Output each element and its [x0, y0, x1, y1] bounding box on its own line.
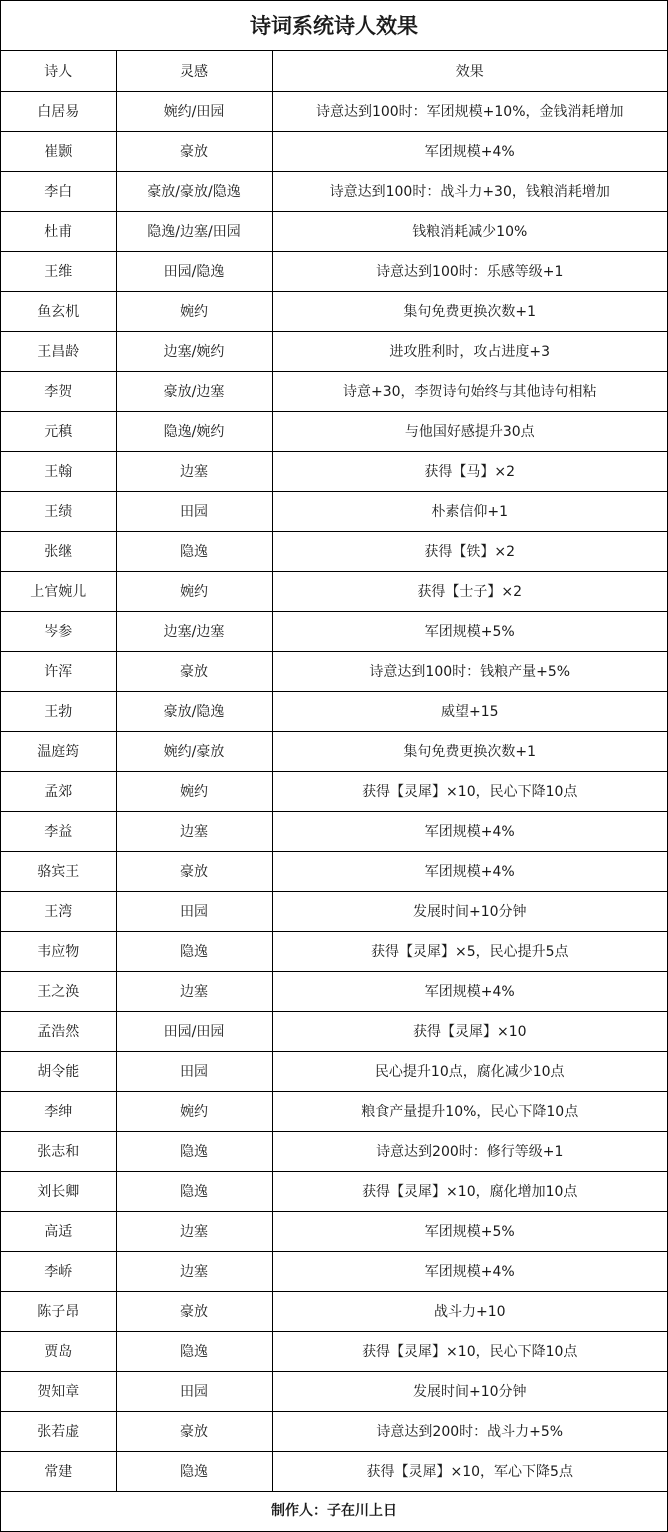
cell-poet: 李绅	[1, 1091, 116, 1131]
cell-poet: 温庭筠	[1, 731, 116, 771]
cell-effect: 粮食产量提升10%，民心下降10点	[272, 1091, 667, 1131]
cell-effect: 军团规模+5%	[272, 611, 667, 651]
cell-effect: 威望+15	[272, 691, 667, 731]
cell-inspiration: 边塞/婉约	[116, 331, 272, 371]
table-row	[1, 1051, 667, 1091]
column-header-poet: 诗人	[1, 51, 116, 91]
cell-effect: 进攻胜利时，攻占进度+3	[272, 331, 667, 371]
cell-poet: 李峤	[1, 1251, 116, 1291]
cell-poet: 常建	[1, 1451, 116, 1491]
cell-inspiration: 豪放/边塞	[116, 371, 272, 411]
cell-effect: 军团规模+4%	[272, 1251, 667, 1291]
cell-inspiration: 田园/隐逸	[116, 251, 272, 291]
column-header-effect: 效果	[272, 51, 667, 91]
cell-inspiration: 隐逸	[116, 1131, 272, 1171]
cell-poet: 许浑	[1, 651, 116, 691]
cell-inspiration: 田园/田园	[116, 1011, 272, 1051]
table-row	[1, 1291, 667, 1331]
cell-effect: 军团规模+4%	[272, 971, 667, 1011]
table-row	[1, 1331, 667, 1371]
table-row	[1, 891, 667, 931]
cell-inspiration: 豪放	[116, 851, 272, 891]
cell-poet: 贾岛	[1, 1331, 116, 1371]
cell-poet: 白居易	[1, 91, 116, 131]
cell-inspiration: 田园	[116, 491, 272, 531]
cell-effect: 与他国好感提升30点	[272, 411, 667, 451]
cell-inspiration: 隐逸	[116, 1171, 272, 1211]
table-row	[1, 1411, 667, 1451]
poet-effects-table	[1, 51, 667, 1492]
cell-inspiration: 边塞	[116, 451, 272, 491]
cell-poet: 元稹	[1, 411, 116, 451]
cell-poet: 骆宾王	[1, 851, 116, 891]
cell-effect: 获得【铁】×2	[272, 531, 667, 571]
cell-effect: 集句免费更换次数+1	[272, 291, 667, 331]
cell-inspiration: 婉约	[116, 571, 272, 611]
table-row	[1, 1011, 667, 1051]
cell-poet: 岑参	[1, 611, 116, 651]
cell-inspiration: 豪放	[116, 131, 272, 171]
cell-inspiration: 豪放/隐逸	[116, 691, 272, 731]
cell-poet: 刘长卿	[1, 1171, 116, 1211]
table-row	[1, 1371, 667, 1411]
cell-poet: 贺知章	[1, 1371, 116, 1411]
cell-inspiration: 边塞	[116, 1251, 272, 1291]
cell-effect: 获得【灵犀】×5，民心提升5点	[272, 931, 667, 971]
cell-poet: 王湾	[1, 891, 116, 931]
cell-poet: 李益	[1, 811, 116, 851]
cell-poet: 王维	[1, 251, 116, 291]
cell-poet: 王翰	[1, 451, 116, 491]
cell-effect: 发展时间+10分钟	[272, 891, 667, 931]
cell-poet: 孟郊	[1, 771, 116, 811]
table-row	[1, 91, 667, 131]
table-row	[1, 251, 667, 291]
cell-inspiration: 豪放	[116, 1291, 272, 1331]
table-row	[1, 1131, 667, 1171]
cell-poet: 韦应物	[1, 931, 116, 971]
cell-poet: 王昌龄	[1, 331, 116, 371]
table-row	[1, 171, 667, 211]
table-row	[1, 1091, 667, 1131]
table-row	[1, 291, 667, 331]
cell-poet: 陈子昂	[1, 1291, 116, 1331]
cell-effect: 获得【灵犀】×10，民心下降10点	[272, 1331, 667, 1371]
cell-inspiration: 边塞	[116, 1211, 272, 1251]
cell-inspiration: 隐逸	[116, 1451, 272, 1491]
cell-poet: 王绩	[1, 491, 116, 531]
cell-effect: 诗意达到100时：军团规模+10%，金钱消耗增加	[272, 91, 667, 131]
table-row	[1, 411, 667, 451]
cell-inspiration: 豪放	[116, 651, 272, 691]
page-title: 诗词系统诗人效果	[1, 1, 667, 51]
cell-inspiration: 田园	[116, 1051, 272, 1091]
cell-inspiration: 豪放	[116, 1411, 272, 1451]
table-row	[1, 1451, 667, 1491]
cell-effect: 军团规模+5%	[272, 1211, 667, 1251]
cell-poet: 王勃	[1, 691, 116, 731]
table-row	[1, 571, 667, 611]
cell-effect: 获得【马】×2	[272, 451, 667, 491]
cell-effect: 战斗力+10	[272, 1291, 667, 1331]
cell-poet: 上官婉儿	[1, 571, 116, 611]
cell-effect: 诗意+30，李贺诗句始终与其他诗句相粘	[272, 371, 667, 411]
cell-effect: 诗意达到100时：战斗力+30，钱粮消耗增加	[272, 171, 667, 211]
cell-poet: 张继	[1, 531, 116, 571]
cell-effect: 军团规模+4%	[272, 851, 667, 891]
table-row	[1, 371, 667, 411]
cell-effect: 民心提升10点，腐化减少10点	[272, 1051, 667, 1091]
table-row	[1, 691, 667, 731]
cell-poet: 李贺	[1, 371, 116, 411]
cell-effect: 获得【灵犀】×10，军心下降5点	[272, 1451, 667, 1491]
cell-poet: 李白	[1, 171, 116, 211]
cell-poet: 鱼玄机	[1, 291, 116, 331]
table-row	[1, 931, 667, 971]
cell-poet: 胡令能	[1, 1051, 116, 1091]
cell-inspiration: 隐逸/婉约	[116, 411, 272, 451]
author-credit: 制作人：子在川上日	[271, 1502, 397, 1519]
column-header-inspiration: 灵感	[116, 51, 272, 91]
cell-inspiration: 婉约	[116, 291, 272, 331]
cell-inspiration: 边塞	[116, 971, 272, 1011]
cell-inspiration: 婉约/田园	[116, 91, 272, 131]
cell-inspiration: 田园	[116, 1371, 272, 1411]
table-row	[1, 211, 667, 251]
cell-effect: 军团规模+4%	[272, 811, 667, 851]
cell-inspiration: 豪放/豪放/隐逸	[116, 171, 272, 211]
cell-effect: 诗意达到200时：修行等级+1	[272, 1131, 667, 1171]
cell-effect: 获得【灵犀】×10，腐化增加10点	[272, 1171, 667, 1211]
cell-effect: 军团规模+4%	[272, 131, 667, 171]
table-row	[1, 731, 667, 771]
cell-inspiration: 边塞/边塞	[116, 611, 272, 651]
table-row	[1, 491, 667, 531]
table-row	[1, 1251, 667, 1291]
cell-effect: 获得【灵犀】×10，民心下降10点	[272, 771, 667, 811]
cell-effect: 获得【灵犀】×10	[272, 1011, 667, 1051]
cell-effect: 发展时间+10分钟	[272, 1371, 667, 1411]
cell-effect: 钱粮消耗减少10%	[272, 211, 667, 251]
cell-poet: 崔颢	[1, 131, 116, 171]
table-row	[1, 971, 667, 1011]
table-row	[1, 1211, 667, 1251]
cell-inspiration: 婉约	[116, 771, 272, 811]
cell-effect: 诗意达到200时：战斗力+5%	[272, 1411, 667, 1451]
cell-effect: 诗意达到100时：钱粮产量+5%	[272, 651, 667, 691]
cell-inspiration: 隐逸/边塞/田园	[116, 211, 272, 251]
cell-poet: 孟浩然	[1, 1011, 116, 1051]
table-row	[1, 1171, 667, 1211]
cell-poet: 杜甫	[1, 211, 116, 251]
table-row	[1, 531, 667, 571]
cell-effect: 集句免费更换次数+1	[272, 731, 667, 771]
cell-inspiration: 婉约/豪放	[116, 731, 272, 771]
table-row	[1, 851, 667, 891]
cell-effect: 朴素信仰+1	[272, 491, 667, 531]
cell-poet: 王之涣	[1, 971, 116, 1011]
cell-effect: 诗意达到100时：乐感等级+1	[272, 251, 667, 291]
table-row	[1, 451, 667, 491]
cell-inspiration: 边塞	[116, 811, 272, 851]
cell-poet: 张志和	[1, 1131, 116, 1171]
cell-poet: 张若虚	[1, 1411, 116, 1451]
cell-inspiration: 隐逸	[116, 1331, 272, 1371]
cell-poet: 高适	[1, 1211, 116, 1251]
table-body	[1, 91, 667, 1491]
table-row	[1, 811, 667, 851]
cell-inspiration: 隐逸	[116, 531, 272, 571]
table-row	[1, 771, 667, 811]
cell-effect: 获得【士子】×2	[272, 571, 667, 611]
cell-inspiration: 隐逸	[116, 931, 272, 971]
cell-inspiration: 田园	[116, 891, 272, 931]
table-row	[1, 331, 667, 371]
table-row	[1, 651, 667, 691]
header-row	[1, 51, 667, 91]
table-row	[1, 611, 667, 651]
cell-inspiration: 婉约	[116, 1091, 272, 1131]
table-row	[1, 131, 667, 171]
